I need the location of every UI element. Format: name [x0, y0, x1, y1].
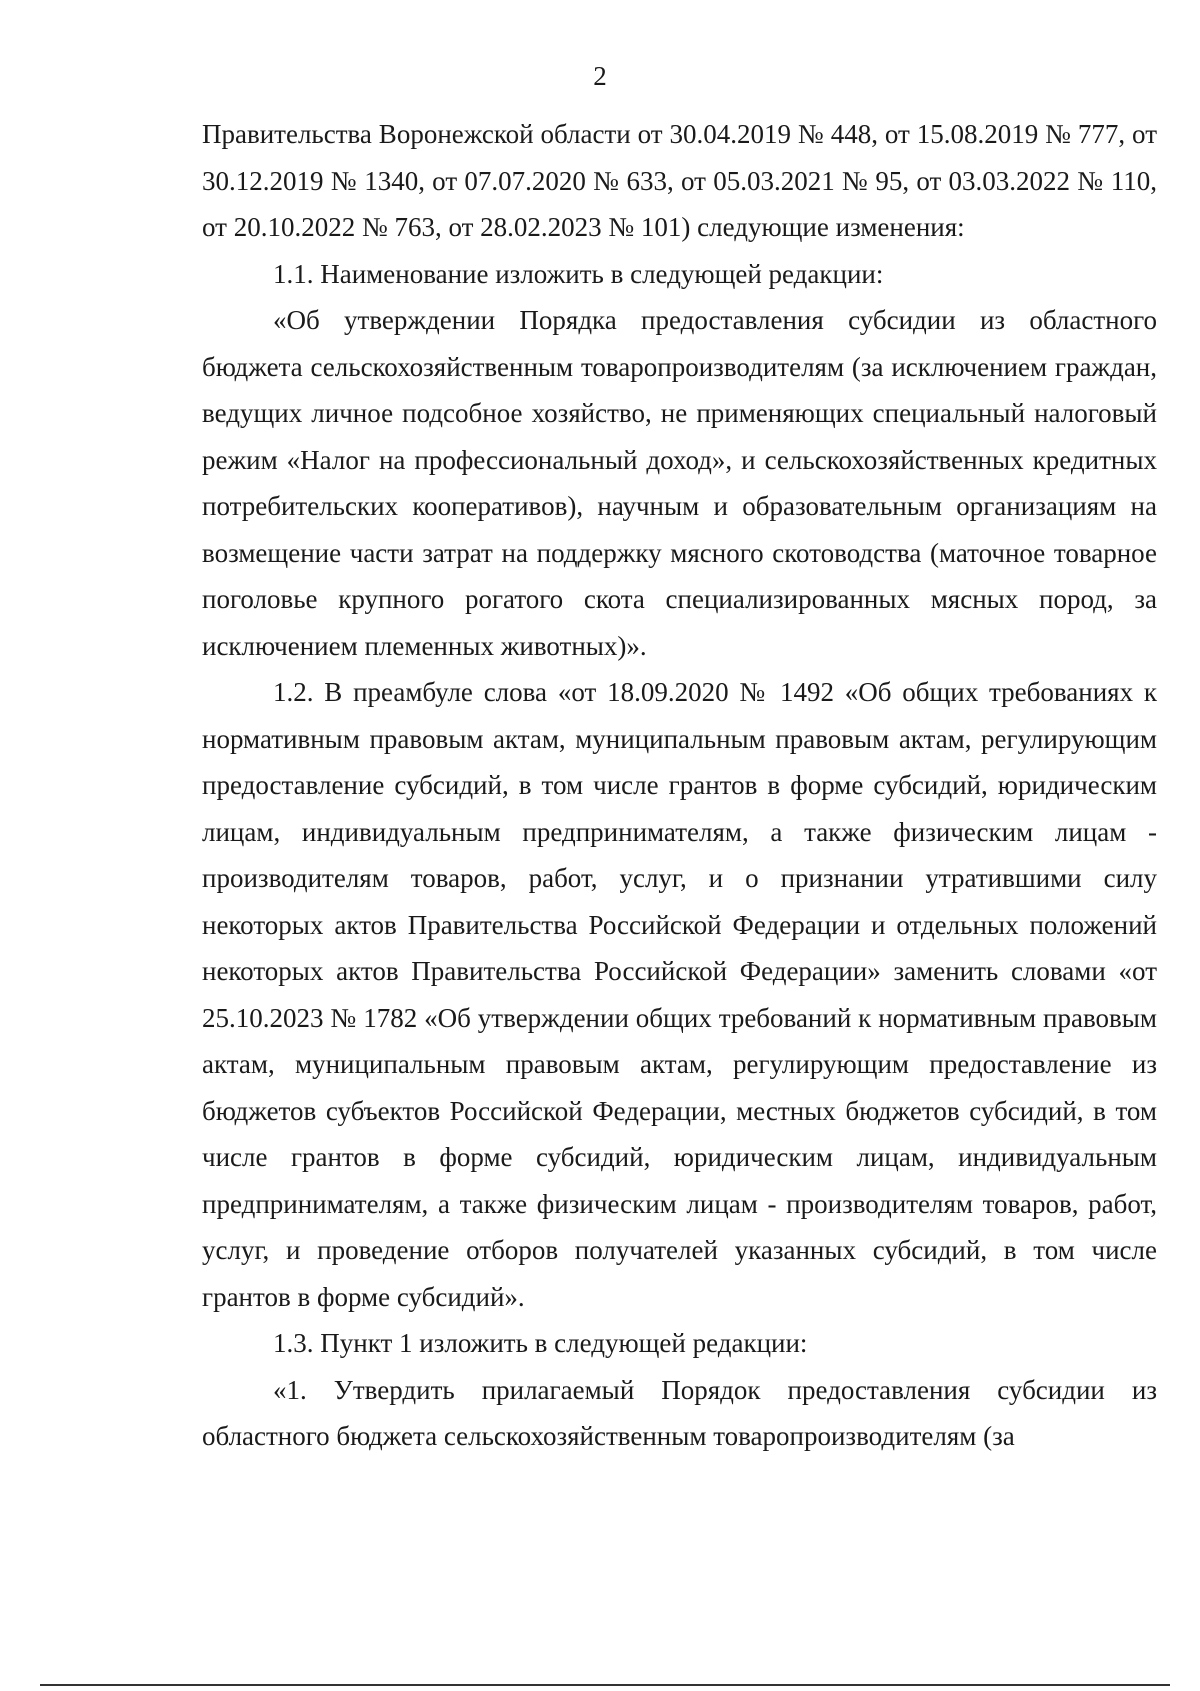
paragraph-1-3: 1.3. Пункт 1 изложить в следующей редакции: — [273, 1328, 808, 1358]
paragraph-1-2: 1.2. В преамбуле слова «от 18.09.2020 № 1492 «Об общих требованиях к нормативным правовым актам, муниципальным правовым актам, регулирующим предоставление субсидий, в том числе грантов в форме субсидий, юридическим лицам, индивидуальным предпринимателям, а также физическим лицам - производителям товаров, работ, услуг, и о признании утратившими силу некоторых актов Правительства Российской Федерации и отдельных положений некоторых актов Правительства Российской Федерации» заменить словами «от 25.10.2023 № 1782 «Об утверждении общих требований к нормативным правовым актам, муниципальным правовым актам, регулирующим предоставление из бюджетов субъектов Российской Федерации, местных бюджетов субсидий, в том числе грантов в форме субсидий, юридическим лицам, индивидуальным предпринимателям, а также физическим лицам - производителям товаров, работ, услуг, и проведение отборов получателей указанных субсидий, в том числе грантов в форме субсидий». — [202, 677, 1157, 1312]
paragraph-1-1: 1.1. Наименование изложить в следующей редакции: — [273, 258, 884, 289]
document-body — [202, 111, 1157, 1460]
page-number: 2 — [593, 61, 607, 91]
paragraph-1-3-quote: «1. Утвердить прилагаемый Порядок предоставления субсидии из областного бюджета сельскохозяйственным товаропроизводителям (за — [202, 1374, 1157, 1451]
page-bottom-divider — [40, 1684, 1170, 1686]
paragraph-1-1-quote: «Об утверждении Порядка предоставления субсидии из областного бюджета сельскохозяйственным товаропроизводителям (за исключением граждан, ведущих личное подсобное хозяйство, не применяющих специальный налоговый режим «Налог на профессиональный доход», и сельскохозяйственных кредитных потребительских кооперативов), научным и образовательным организациям на возмещение части затрат на поддержку мясного скотоводства (маточное товарное поголовье крупного рогатого скота специализированных мясных пород, за исключением племенных животных)». — [202, 305, 1157, 661]
paragraph-intro: Правительства Воронежской области от 30.04.2019 № 448, от 15.08.2019 № 777, от 30.12.2019 № 1340, от 07.07.2020 № 633, от 05.03.2021 № 95, от 03.03.2022 № 110, от 20.10.2022 № 763, от 28.02.2023 № 101) следующие изменения: — [202, 119, 1157, 242]
